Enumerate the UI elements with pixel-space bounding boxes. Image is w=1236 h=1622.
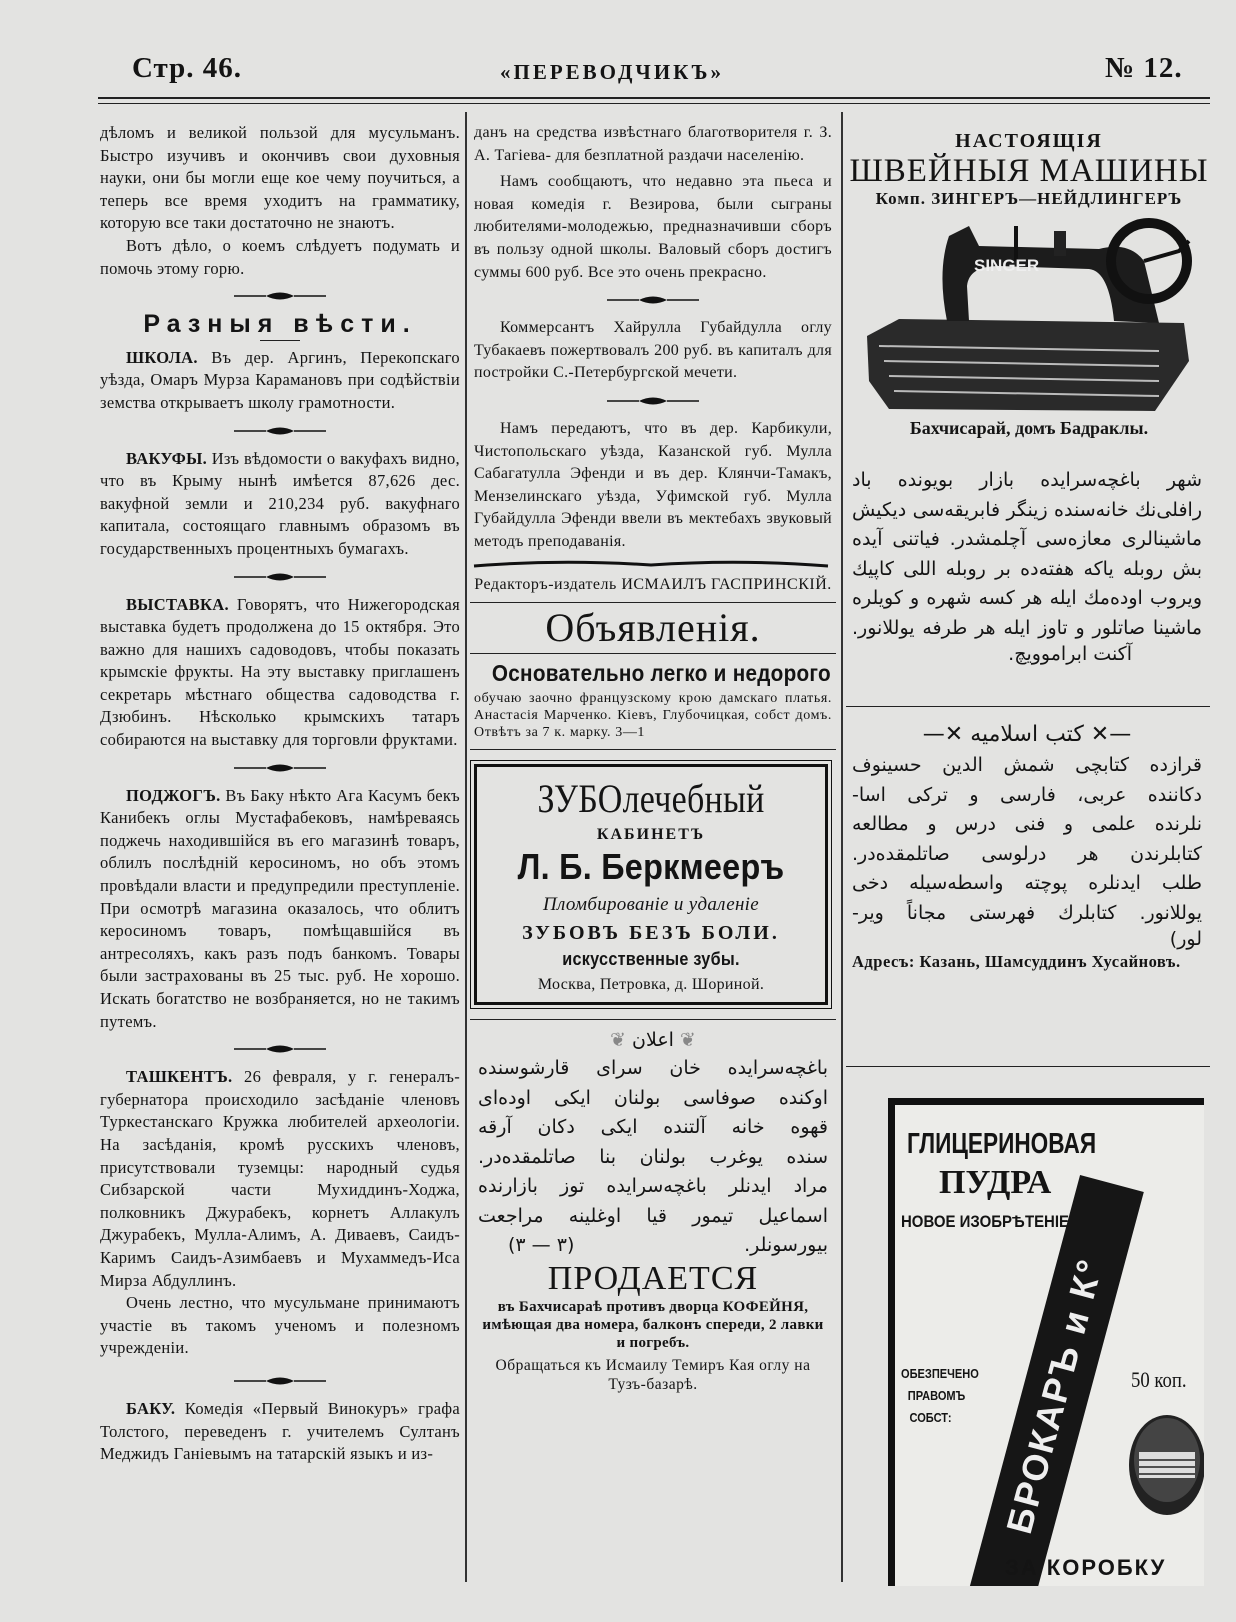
editor-name: ИСМАИЛЪ ГАСПРИНСКІЙ. bbox=[621, 575, 832, 593]
arabic-line: بش روبله یاکه هفته‌ده بر روبله اللی کاپیك bbox=[852, 557, 1202, 580]
arabic-line: باغچه‌سرایده خان سرای قارشوسنده bbox=[478, 1057, 828, 1080]
news-lead: БАКУ. bbox=[126, 1398, 176, 1418]
rights-line: ОБЕЗПЕЧЕНО bbox=[901, 1366, 979, 1381]
ads-title: Объявленія. bbox=[545, 605, 761, 651]
sewing-machine-illustration bbox=[859, 211, 1199, 416]
singer-ad bbox=[848, 130, 1210, 439]
ad-slogan: ЗУБОВЪ БЕЗЪ БОЛИ. bbox=[522, 922, 780, 945]
rule bbox=[470, 1019, 836, 1020]
column-divider bbox=[465, 112, 467, 1582]
news-lead: ВАКУФЫ. bbox=[126, 448, 207, 468]
column-2 bbox=[474, 122, 832, 1394]
news-text: Комедія «Первый Винокуръ» графа Толстого, переведенъ г. учителемъ Султанъ Меджидъ Ганіевымъ на татарскій языкъ и из- bbox=[100, 1398, 460, 1464]
news-lead: ПОДЖОГЪ. bbox=[126, 785, 221, 805]
arabic-line: مراد ایدنلر باغچه‌سرایده توز بازارنده bbox=[478, 1175, 828, 1198]
ad-heading: ЗУБОлечебный bbox=[537, 776, 765, 822]
ornament-divider bbox=[232, 289, 328, 303]
paragraph: данъ на средства извѣстнаго благотворителя г. З. А. Тагіева- для безплатной раздачи населенію. bbox=[474, 124, 832, 164]
brocard-brand: БРОКАРЪ и К° bbox=[998, 1253, 1111, 1538]
rights-line: СОБСТ: bbox=[909, 1410, 952, 1425]
arabic-line: رافلی‌نك خانه‌سنده زینگر فابریقه‌سی دیکیش bbox=[852, 498, 1202, 521]
singer-l1: НАСТОЯЩІЯ bbox=[955, 130, 1103, 152]
ornament-divider bbox=[605, 394, 701, 408]
column-1 bbox=[100, 122, 460, 1466]
arabic-line: بیورسونلر. bbox=[744, 1234, 828, 1257]
arabic-line: قرازده کتابچی شمش الدین حسینوف bbox=[852, 754, 1202, 776]
dentist-name: Л. Б. Беркмееръ bbox=[517, 846, 785, 888]
arabic-line: شهر باغچه‌سرایده بازار بویونده باد bbox=[852, 469, 1202, 491]
singer-heading: ШВЕЙНЫЯ МАШИНЫ bbox=[849, 153, 1209, 189]
paragraph: дѣломъ и великой пользой для мусульманъ. Быстро изучивъ и окончивъ свои духовныя науки, они бы могли еще кое чему поучиться, а теперь все время уходитъ на грамматику, которую все таки достаточно не знаютъ. bbox=[100, 123, 460, 233]
rule bbox=[846, 1066, 1210, 1067]
section-title: Разныя вѣсти. bbox=[143, 310, 417, 339]
arabic-line: کتابلرندن هر درلوسی صاتلمقده‌در. bbox=[852, 842, 1202, 865]
sale-title: ПРОДАЕТСЯ bbox=[547, 1260, 759, 1298]
singer-address: Бахчисарай, домъ Бадраклы. bbox=[909, 418, 1149, 438]
newspaper-title: «ПЕРЕВОДЧИКЪ» bbox=[500, 60, 724, 84]
ad-services: Пломбированіе и удаленіе bbox=[543, 894, 759, 916]
brocard-l1: ГЛИЦЕРИНОВАЯ bbox=[907, 1128, 1097, 1160]
powder-tin-icon bbox=[1127, 1410, 1204, 1520]
dentist-ad bbox=[474, 764, 828, 1005]
paragraph: Очень лестно, что мусульмане принимаютъ участіе въ такомъ ученомъ и полезномъ учрежденіи. bbox=[100, 1293, 460, 1358]
arabic-line: لور) bbox=[1169, 928, 1202, 950]
kutub-title-text: کتب اسلامیه bbox=[970, 722, 1084, 747]
singer-brand: SINGER bbox=[974, 256, 1040, 275]
brocard-price: 50 коп. bbox=[1131, 1367, 1187, 1392]
paragraph: Намъ сообщаютъ, что недавно эта пьеса и новая комедія г. Везирова, были сыграны любителями-молодежью, предназначивши сборъ въ пользу одной школы. Валовый сборъ достигъ суммы 600 руб. Все это очень прекрасно. bbox=[474, 173, 832, 281]
paragraph: Коммерсантъ Хайрулла Губайдулла оглу Тубакаевъ пожертвовалъ 200 руб. въ капиталъ для постройки С.-Петербургской мечети. bbox=[474, 319, 832, 382]
rights-line: ПРАВОМЪ bbox=[907, 1388, 966, 1403]
news-text: Изъ вѣдомости о вакуфахъ видно, что въ Крыму нынѣ имѣется 87,626 дес. вакуфной земли и 210,234 руб. вакуфнаго капитала, состоящаго главнымъ образомъ въ государственныхъ процентныхъ бумагахъ. bbox=[100, 448, 460, 558]
arabic-line: اسماعیل تیمور قیا اوغلینه مراجعت bbox=[478, 1204, 828, 1227]
news-lead: ВЫСТАВКА. bbox=[126, 594, 229, 614]
news-item bbox=[100, 448, 460, 561]
brocard-product: ПУДРА bbox=[939, 1164, 1052, 1201]
sale-ad bbox=[474, 1260, 832, 1394]
arabic-line: ماشینالری معازه‌سی آچلمشدر. فیاتنی آیده bbox=[852, 528, 1202, 550]
short-rule bbox=[260, 340, 300, 341]
news-item bbox=[100, 1066, 460, 1292]
ad-title: Основательно легко и недорого bbox=[491, 660, 831, 687]
arabic-line: نلرنده علمی و فنی درس و مطالعه bbox=[852, 813, 1202, 835]
news-text: Въ дер. Аргинъ, Перекопскаго уѣзда, Омаръ Мурза Карамановъ при содѣйствіи земства открываетъ школу грамотности. bbox=[100, 347, 460, 412]
ad-text: обучаю заочно французскому крою дамскаго платья. Анастасія Марченко. Кіевъ, Глубочицкая, собст домъ. Отвѣтъ за 7 к. марку. 3—1 bbox=[474, 691, 832, 741]
ornament-divider bbox=[232, 1374, 328, 1388]
news-lead: ШКОЛА. bbox=[126, 347, 198, 367]
header-rule-thin bbox=[98, 103, 1210, 104]
arabic-line: آکنت ابراموویچ. bbox=[1008, 643, 1132, 665]
rule bbox=[470, 749, 836, 750]
ad-subheading: КАБИНЕТЪ bbox=[596, 826, 706, 844]
news-item bbox=[100, 594, 460, 752]
editor-label: Редакторъ-издатель bbox=[474, 575, 617, 593]
arabic-ad-footer bbox=[478, 1231, 828, 1260]
arabic-line: ماشینا صاتلور و تاوز ایله هر طرفه یوللانور. bbox=[852, 616, 1202, 639]
arabic-line: قهوه خانه آلتنده ایکی دکان آرقه bbox=[478, 1116, 828, 1139]
news-text: 26 февраля, у г. генералъ-губернатора происходило засѣданіе членовъ Туркестанскаго Кружка любителей археологіи. На засѣданія, кромѣ русскихъ членовъ, присутствовали туземцы: народный судья Сибзарской части Мухиддинъ-Ходжа, полковникъ Джурабекъ, корнетъ Аллакулъ Джурабекъ, Мулла-Алимъ, А. Диваевъ, Саидъ-Каримъ Саидъ-Азимбаевъ и Мухаммедъ-Иса Мирза Абдуллинъ. bbox=[100, 1067, 460, 1290]
arabic-line: اوکنده صوفاسی بولنان ایکی اوده‌ای bbox=[478, 1086, 828, 1109]
brocard-rights bbox=[901, 1363, 979, 1429]
paragraph: Намъ передаютъ, что въ дер. Карбикули, Чистопольскаго уѣзда, Казанской губ. Мулла Сабагатулла Эфенди и въ дер. Клянчи-Тамакъ, Мензелинскаго уѣзда, Уфимской губ. Мулла Губайдулла Эфенди ввели въ мектебахъ звуковый методъ преподаванія. bbox=[474, 419, 832, 550]
swash-rule bbox=[470, 558, 832, 572]
sale-text: въ Бахчисараѣ противъ дворца КОФЕЙНЯ, имѣющая два номера, балконъ спереди, 2 лавки и погребъ. bbox=[482, 1299, 824, 1352]
editor-line bbox=[474, 574, 832, 597]
brocard-tagline: НОВОЕ ИЗОБРѢТЕНІЕ bbox=[901, 1212, 1069, 1231]
column-divider bbox=[841, 112, 843, 1582]
ad-extra: искусственные зубы. bbox=[562, 949, 740, 970]
ornament-divider bbox=[605, 293, 701, 307]
arabic-line: طلب ایدنلره پوچته واسطه‌سیله دخی bbox=[852, 872, 1202, 894]
paragraph: Вотъ дѣло, о коемъ слѣдуетъ подумать и помочь этому горю. bbox=[100, 235, 460, 278]
arabic-line: ویروب اوده‌مك ایله هر کسه شهره و کویلره bbox=[852, 587, 1202, 609]
news-text: Говорятъ, что Нижегородская выставка будетъ продолжена до 15 октября. Это важно для нашихъ садоводовъ, чтобы показать крымскіе фрукты. На эту выставку приглашенъ секретарь мѣстнаго общества садоводства г. Дзюбинъ. Нѣсколько крымскихъ татаръ собираются на выставку для торговли фруктами. bbox=[100, 594, 460, 750]
arabic-ad bbox=[474, 1026, 832, 1260]
ornament-divider bbox=[232, 1042, 328, 1056]
brocard-footer: ЗА КОРОБКУ bbox=[1005, 1555, 1167, 1580]
singer-company: Комп. ЗИНГЕРЪ—НЕЙДЛИНГЕРЪ bbox=[875, 189, 1183, 208]
arabic-line: دکاننده عربی، فارسی و ترکی اسا- bbox=[852, 783, 1202, 806]
arabic-line: یوللانور. کتابلرك فهرستی مجاناً ویر- bbox=[852, 901, 1202, 924]
arabic-line: سنده یوغرب بولنان بنا صاتلمقده‌در. bbox=[478, 1145, 828, 1168]
kutub-address: Адресъ: Казань, Шамсуддинъ Хусайновъ. bbox=[852, 952, 1181, 971]
rule bbox=[470, 653, 836, 654]
news-item bbox=[100, 347, 460, 415]
ad-address: Москва, Петровка, д. Шориной. bbox=[537, 976, 765, 994]
sale-contact: Обращаться къ Исмаилу Темиръ Кая оглу на Тузъ-базарѣ. bbox=[495, 1357, 811, 1394]
singer-arabic bbox=[852, 466, 1202, 665]
arabic-ad-title-text: اعلان bbox=[632, 1029, 674, 1052]
header-rule bbox=[98, 97, 1210, 99]
arabic-ad-title: ❦ اعلان ❦ bbox=[610, 1029, 696, 1052]
issue-number: № 12. bbox=[1105, 52, 1183, 84]
kutub-ad bbox=[852, 722, 1202, 974]
kutub-title: —✕ کتب اسلامیه ✕— bbox=[922, 722, 1132, 747]
news-text: Въ Баку нѣкто Ага Касумъ бекъ Канибекъ оглы Мустафабековъ, намѣреваясь поджечь находившійся въ его магазинѣ товаръ, облилъ послѣдній керосиномъ, но объ этомъ провѣдали власти и предупредили преступленіе. При осмотрѣ магазина оказалось, что облитъ керосиномъ товаръ, помѣщавшійся въ антресоляхъ, какъ разъ подъ банкомъ. Товары были застрахованы въ 25 тыс. руб. Не хорошо. Искать богатство не возбраняется, но не такимъ путемъ. bbox=[100, 785, 460, 1031]
news-item bbox=[100, 1398, 460, 1466]
page-number: Стр. 46. bbox=[132, 52, 243, 84]
ornament-divider bbox=[232, 424, 328, 438]
ornament-divider bbox=[232, 761, 328, 775]
ornament-divider bbox=[232, 570, 328, 584]
brocard-ad bbox=[888, 1098, 1204, 1586]
news-item bbox=[100, 785, 460, 1034]
rule bbox=[846, 706, 1210, 707]
news-lead: ТАШКЕНТЪ. bbox=[126, 1067, 233, 1087]
insertion-count: (٣ — ٣) bbox=[508, 1234, 575, 1257]
